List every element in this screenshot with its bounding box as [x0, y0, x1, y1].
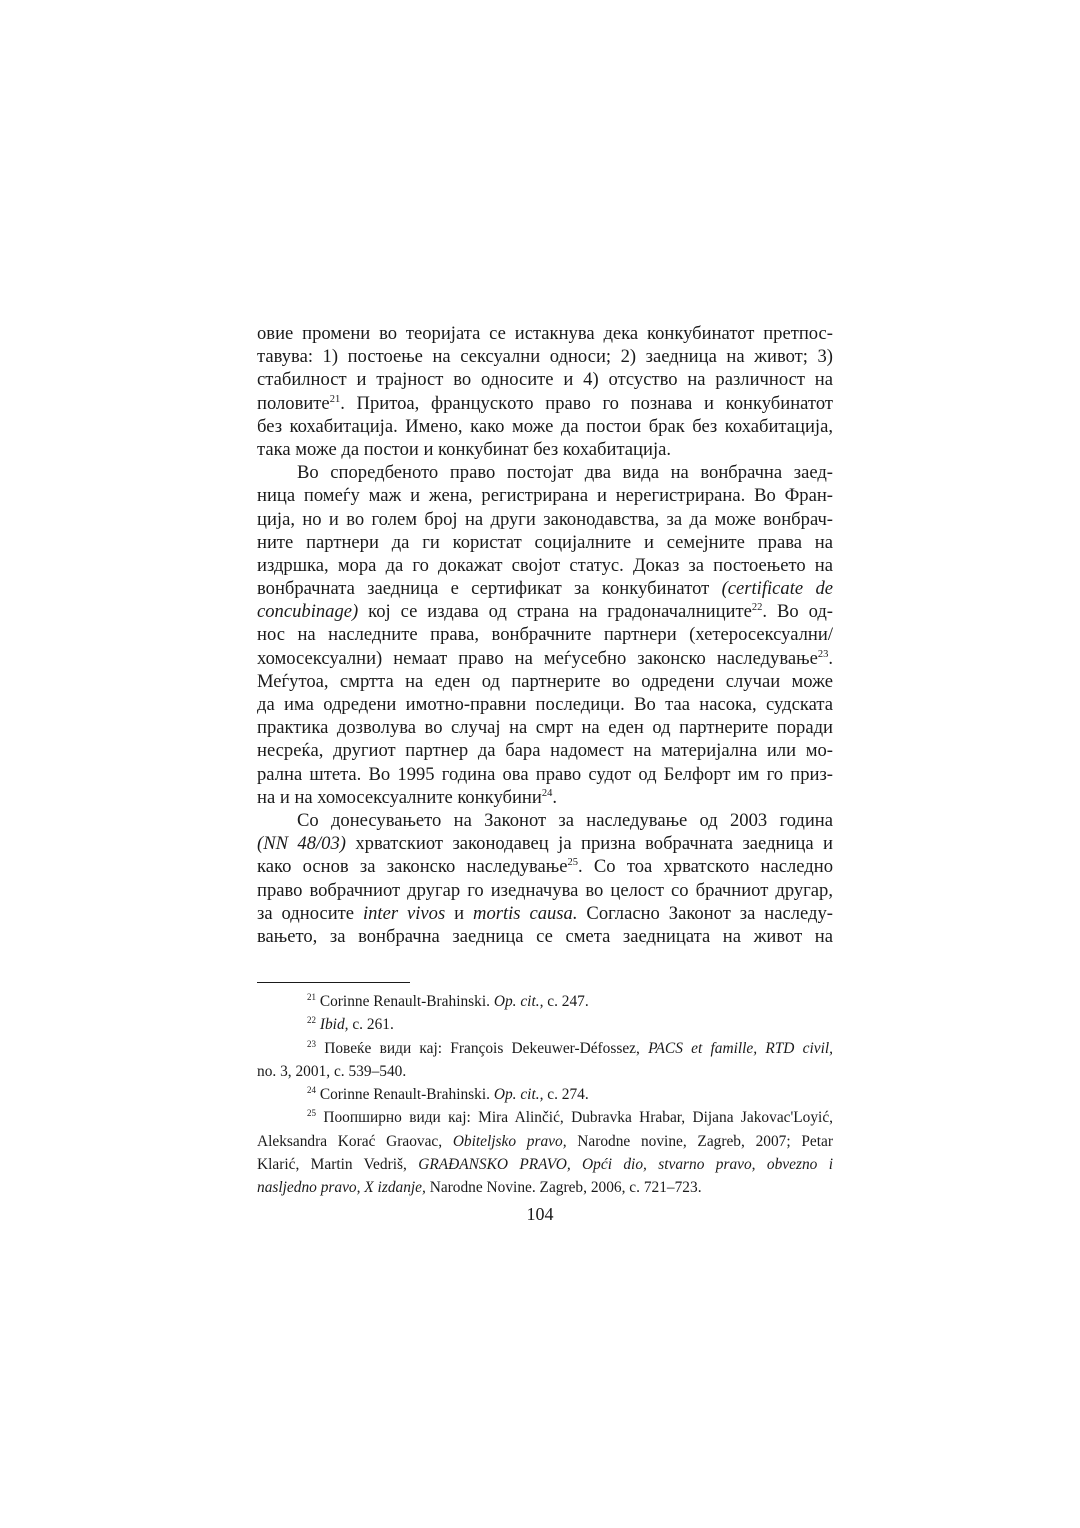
- body-text-run: хрватскиот законодавец ја призна вобрачната заедница и: [345, 833, 833, 855]
- body-line: вањето, за вонбрачна заедница се смета заедницата на живот на: [257, 925, 833, 947]
- italic-term: (NN 48/03): [257, 833, 346, 855]
- body-line: практика дозволува во случај на смрт на еден од партнерите поради: [257, 717, 833, 739]
- body-line: издршка, мора да го докажат својот статус. Доказ за постоењето на: [257, 554, 833, 576]
- footnote-ref-23[interactable]: 23: [817, 648, 829, 660]
- body-line: [257, 855, 833, 878]
- footnote-italic: GRAĐANSKO PRAVO, Opći dio, stvarno pravo, obvezno i: [418, 1156, 833, 1174]
- footnote-text: Klarić, Martin Vedriš,: [257, 1156, 419, 1174]
- footnote-text: Narodne Novine. Zagreb, 2006, с. 721–723.: [425, 1179, 702, 1197]
- body-text-run: за односите: [257, 902, 355, 924]
- italic-term: concubinage): [257, 601, 359, 623]
- footnote-italic: Obiteljsko pravo,: [452, 1132, 567, 1150]
- body-line: ница помеѓу маж и жена, регистрирана и нерегистрирана. Во Фран-: [257, 485, 833, 507]
- body-line: Во споредбеното право постојат два вида на вонбрачна заед-: [297, 462, 833, 484]
- body-text-run: на и на хомосексуалните конкубини: [257, 786, 542, 808]
- body-text: [257, 322, 833, 948]
- footnote-number: 21: [307, 992, 316, 1002]
- footnote-21: [257, 990, 833, 1013]
- footnote-text: Narodne novine, Zagreb, 2007; Petar: [566, 1132, 833, 1150]
- footnote-italic: Op. cit.,: [493, 1086, 544, 1104]
- body-line: [257, 786, 833, 809]
- body-text-run: .: [552, 786, 557, 808]
- footnote-25-cont: [257, 1130, 833, 1153]
- footnote-italic: nasljedno pravo, X izdanje,: [257, 1179, 426, 1197]
- body-line: [257, 902, 833, 925]
- body-line: овие промени во теоријата се истакнува дека конкубинатот претпос-: [257, 323, 833, 344]
- body-line: [257, 832, 833, 855]
- page-number: 104: [526, 1204, 554, 1224]
- body-line: ните партнери да ги користат социјалните и семејните права на: [257, 531, 833, 553]
- footnote-ref-25[interactable]: 25: [567, 857, 579, 869]
- italic-term: mortis causa.: [473, 902, 578, 924]
- body-line: рална штета. Во 1995 година ова право судот од Белфорт им го приз-: [257, 763, 833, 785]
- italic-term: inter vivos: [362, 902, 446, 924]
- body-line: стабилност и трајност во односите и 4) отсуство на различност на: [257, 369, 833, 391]
- body-line: [257, 392, 833, 415]
- footnote-number: 23: [307, 1038, 316, 1049]
- body-line: Меѓутоа, смртта на еден од партнерите во одредени случаи може: [257, 670, 833, 692]
- footnote-text: с. 274.: [543, 1086, 589, 1104]
- footnote-text: Corinne Renault-Brahinski.: [316, 993, 494, 1010]
- body-line: да има одредени имотно-правни последици. Во таа насока, судската: [257, 694, 833, 715]
- body-line: ција, но и во голем број на други законодавства, за да може вонбрач-: [257, 508, 833, 530]
- body-text-run: . Притоа, францускoто право го познава и конкубинатот: [340, 392, 833, 414]
- footnote-23: [257, 1037, 833, 1060]
- footnote-23-cont: no. 3, 2001, с. 539–540.: [257, 1062, 407, 1080]
- body-line: право вобрачниот другар го изедначува во целост со брачниот другар,: [257, 879, 833, 901]
- body-line: [257, 647, 833, 670]
- body-line: [257, 600, 833, 623]
- body-line: [257, 577, 833, 600]
- body-text-run: како основ за законско наследување: [257, 856, 568, 878]
- body-line: тавува: 1) постоење на сексуални односи; 2) заедница на живот; 3): [257, 346, 833, 368]
- body-text-run: .: [828, 647, 833, 669]
- footnote-number: 24: [307, 1085, 316, 1096]
- body-text-run: вонбрачната заедница е сертификат за конкубинатот: [257, 578, 710, 600]
- footnote-22: [257, 1013, 833, 1036]
- footnote-text: Aleksandra Korać Graovac,: [257, 1132, 453, 1150]
- footnote-25-cont: [257, 1176, 833, 1199]
- body-line: Со донесувањето на Законот за наследување од 2003 година: [297, 809, 833, 831]
- italic-term: (certificate de: [721, 578, 834, 600]
- body-text-run: и: [454, 902, 465, 924]
- body-line: така може да постои и конкубинат без кохабитација.: [257, 438, 672, 460]
- body-line: несреќа, другиот партнер да бара надомест на материјална или мо-: [257, 740, 833, 762]
- footnote-25: [257, 1106, 833, 1129]
- footnote-25-cont: [257, 1153, 833, 1176]
- footnote-number: 22: [307, 1015, 316, 1026]
- footnote-italic: Ibid,: [316, 1016, 349, 1034]
- body-line: без кохабитација. Имено, како може да постои брак без кохабитација,: [257, 415, 833, 437]
- footnotes: [257, 990, 833, 1200]
- footnote-ref-22[interactable]: 22: [751, 602, 763, 614]
- footnote-text: Повеќе види кај: François Dekeuwer-Défossez,: [316, 1039, 649, 1057]
- body-text-run: Согласно Законот за наследу-: [586, 902, 833, 924]
- footnote-ref-24[interactable]: 24: [541, 787, 553, 799]
- footnote-text: с. 261.: [348, 1016, 394, 1034]
- footnote-ref-21[interactable]: 21: [329, 393, 341, 405]
- footnote-text: Corinne Renault-Brahinski.: [316, 1086, 494, 1104]
- footnote-italic: PACS et famille, RTD civil,: [648, 1039, 833, 1057]
- footnote-text: с. 247.: [543, 993, 589, 1010]
- footnote-italic: Op. cit.,: [493, 993, 544, 1010]
- body-text-run: хомосексуални) немаат право на меѓусебно законско наследување: [257, 647, 818, 669]
- body-text-run: . Со тоа хрватското наследно: [578, 856, 833, 878]
- body-text-run: кој се издава од страна на градоначалниците: [358, 601, 752, 623]
- body-line: нос на наследните права, вонбрачните партнери (хетеросексуални/: [257, 624, 833, 646]
- footnote-separator: [257, 982, 410, 983]
- footnote-text: Поопширно види кај: Mira Alinčić, Dubravka Hrabar, Dijana Jakovac'Loyić,: [316, 1109, 833, 1127]
- footnote-number: 25: [307, 1108, 316, 1119]
- body-text-run: . Во од-: [762, 601, 833, 623]
- body-text-run: половите: [257, 392, 330, 414]
- footnote-24: [257, 1083, 833, 1106]
